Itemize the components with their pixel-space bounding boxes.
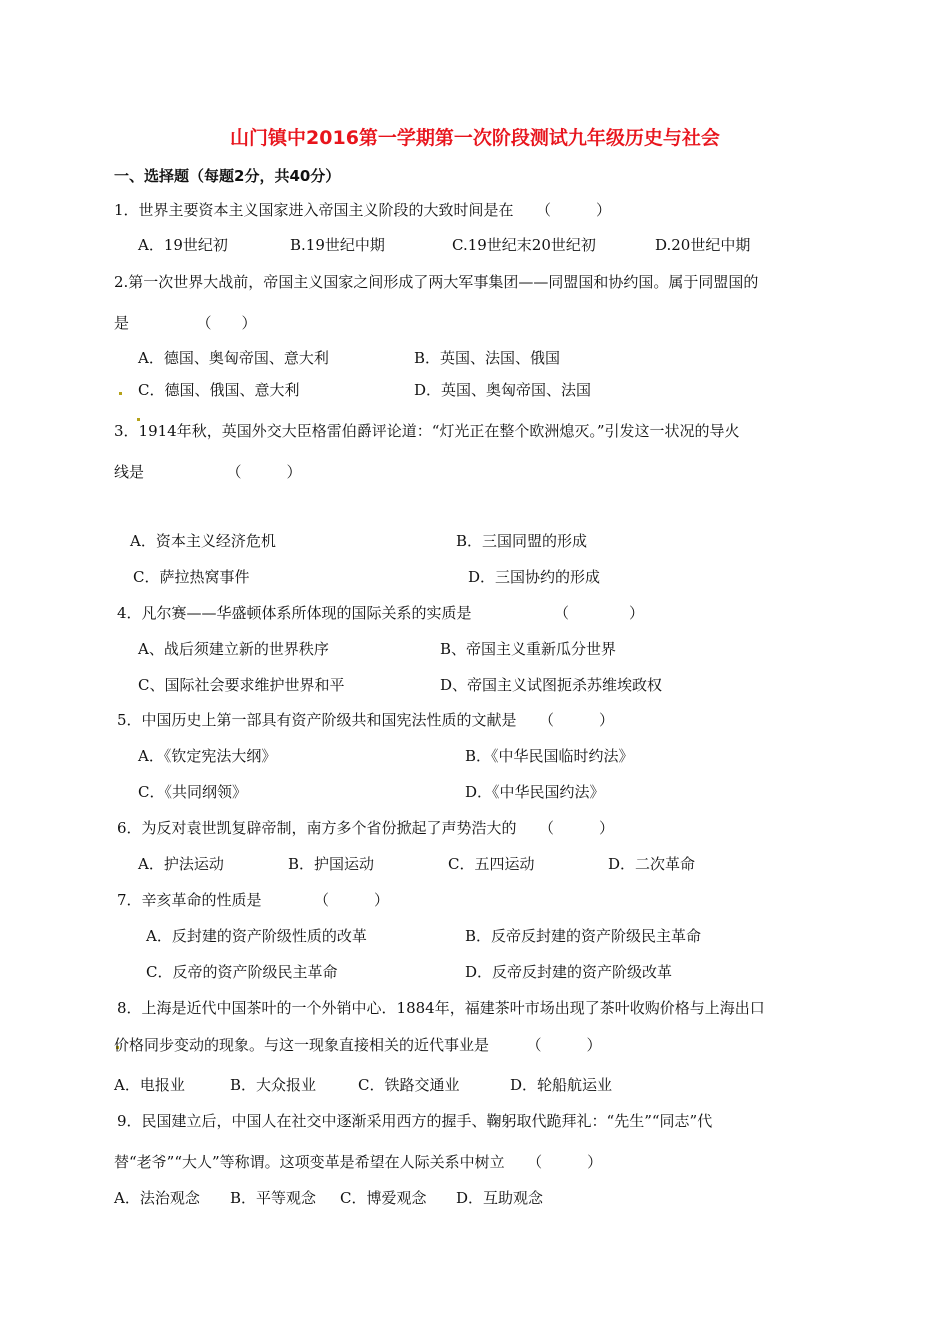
question-8-option-b: B．大众报业 bbox=[230, 1076, 317, 1094]
question-1-stem: 1．世界主要资本主义国家进入帝国主义阶段的大致时间是在 （ ） bbox=[114, 201, 612, 219]
question-2-option-b: B．英国、法国、俄国 bbox=[414, 349, 561, 367]
question-2-stem: 2.第一次世界大战前，帝国主义国家之间形成了两大军事集团——同盟国和协约国。属于同盟国的 bbox=[114, 273, 759, 291]
question-5-option-c: C．《共同纲领》 bbox=[138, 783, 247, 801]
question-7-option-a: A．反封建的资产阶级性质的改革 bbox=[146, 927, 367, 945]
question-6-option-a: A．护法运动 bbox=[138, 855, 224, 873]
question-1-option-d: D.20世纪中期 bbox=[655, 236, 751, 254]
question-3-option-d: D．三国协约的形成 bbox=[468, 568, 601, 586]
question-8-option-a: A．电报业 bbox=[114, 1076, 185, 1094]
question-7-option-d: D．反帝反封建的资产阶级改革 bbox=[465, 963, 673, 981]
question-8-stem-continued: 价格同步变动的现象。与这一现象直接相关的近代事业是 （ ） bbox=[114, 1036, 602, 1054]
question-2-option-d: D．英国、奥匈帝国、法国 bbox=[414, 381, 592, 399]
question-3-option-b: B．三国同盟的形成 bbox=[456, 532, 588, 550]
question-2-option-c: C．德国、俄国、意大利 bbox=[138, 381, 300, 399]
question-5-stem: 5．中国历史上第一部具有资产阶级共和国宪法性质的文献是 （ ） bbox=[117, 711, 615, 729]
question-4-option-c: C、国际社会要求维护世界和平 bbox=[138, 676, 345, 694]
question-6-option-d: D．二次革命 bbox=[608, 855, 696, 873]
question-9-option-b: B．平等观念 bbox=[230, 1189, 317, 1207]
question-9-stem: 9．民国建立后，中国人在社交中逐渐采用西方的握手、鞠躬取代跪拜礼：“先生”“同志”代 bbox=[117, 1112, 713, 1130]
question-3-option-c: C．萨拉热窝事件 bbox=[133, 568, 250, 586]
question-1-option-b: B.19世纪中期 bbox=[290, 236, 385, 254]
question-3-stem-continued: 线是 （ ） bbox=[114, 463, 302, 481]
question-7-stem: 7．辛亥革命的性质是 （ ） bbox=[117, 891, 390, 909]
question-5-option-d: D．《中华民国约法》 bbox=[465, 783, 605, 801]
question-4-option-d: D、帝国主义试图扼杀苏维埃政权 bbox=[440, 676, 663, 694]
question-1-option-a: A．19世纪初 bbox=[138, 236, 228, 254]
question-9-option-d: D．互助观念 bbox=[456, 1189, 544, 1207]
question-4-option-a: A、战后须建立新的世界秩序 bbox=[138, 640, 329, 658]
question-2-stem-continued: 是 （ ） bbox=[114, 314, 257, 332]
question-7-option-b: B．反帝反封建的资产阶级民主革命 bbox=[465, 927, 702, 945]
section-heading: 一、选择题（每题2分，共40分） bbox=[114, 167, 341, 185]
question-8-stem: 8．上海是近代中国茶叶的一个外销中心．1884年，福建茶叶市场出现了茶叶收购价格与上海出口 bbox=[117, 999, 765, 1017]
question-3-stem: 3．1914年秋，英国外交大臣格雷伯爵评论道：“灯光正在整个欧洲熄灭。”引发这一状况的导火 bbox=[114, 422, 740, 440]
page-title: 山门镇中2016第一学期第一次阶段测试九年级历史与社会 bbox=[230, 127, 720, 149]
question-8-option-d: D．轮船航运业 bbox=[510, 1076, 613, 1094]
question-6-stem: 6．为反对袁世凯复辟帝制，南方多个省份掀起了声势浩大的 （ ） bbox=[117, 819, 615, 837]
stray-mark bbox=[119, 392, 122, 395]
question-3-option-a: A．资本主义经济危机 bbox=[130, 532, 276, 550]
question-9-option-a: A．法治观念 bbox=[114, 1189, 200, 1207]
question-2-option-a: A．德国、奥匈帝国、意大利 bbox=[138, 349, 329, 367]
question-6-option-b: B．护国运动 bbox=[288, 855, 375, 873]
question-5-option-a: A．《钦定宪法大纲》 bbox=[138, 747, 277, 765]
question-9-stem-continued: 替“老爷”“大人”等称谓。这项变革是希望在人际关系中树立 （ ） bbox=[114, 1153, 603, 1171]
question-6-option-c: C．五四运动 bbox=[448, 855, 535, 873]
question-8-option-c: C．铁路交通业 bbox=[358, 1076, 460, 1094]
question-4-stem: 4．凡尔赛——华盛顿体系所体现的国际关系的实质是 （ ） bbox=[117, 604, 645, 622]
question-7-option-c: C．反帝的资产阶级民主革命 bbox=[146, 963, 338, 981]
question-4-option-b: B、帝国主义重新瓜分世界 bbox=[440, 640, 617, 658]
question-9-option-c: C．博爱观念 bbox=[340, 1189, 427, 1207]
question-5-option-b: B．《中华民国临时约法》 bbox=[465, 747, 634, 765]
question-1-option-c: C.19世纪末20世纪初 bbox=[452, 236, 596, 254]
